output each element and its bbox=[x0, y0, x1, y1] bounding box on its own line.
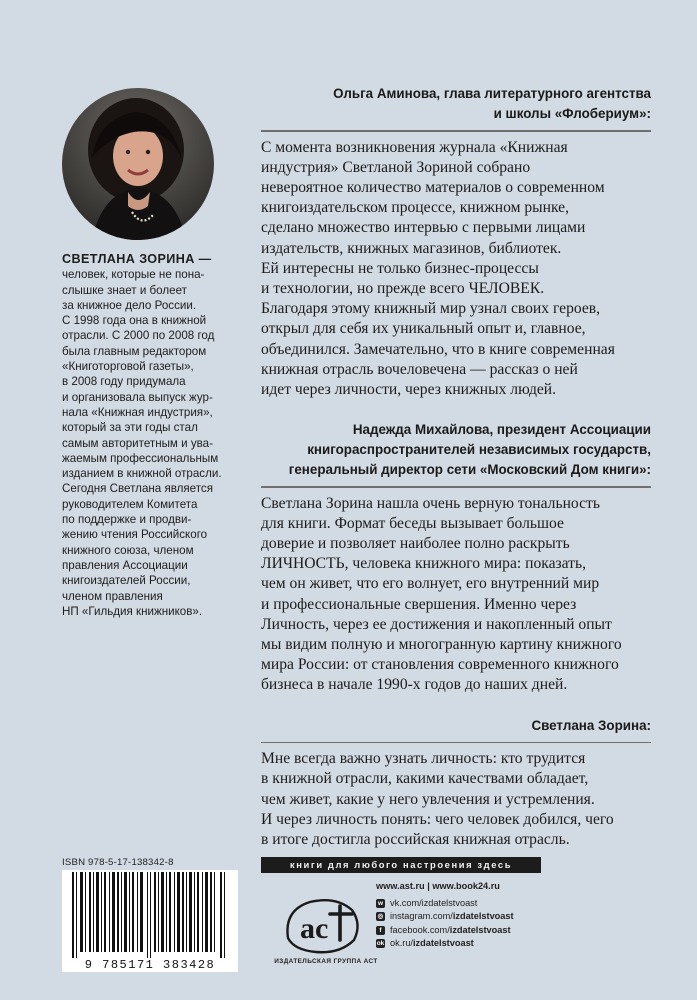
bio-line: по поддержке и продви- bbox=[62, 513, 192, 527]
bio-line: жаемым профессиональным bbox=[62, 451, 219, 465]
review-author bbox=[261, 84, 651, 124]
barcode bbox=[62, 870, 238, 972]
bio-line: человек, которые не пона- bbox=[62, 268, 205, 282]
social-link-facebook[interactable] bbox=[376, 924, 556, 938]
bio-line: изданием в книжной отрасли. bbox=[62, 467, 222, 481]
bio-line: книжного союза, членом bbox=[62, 543, 194, 557]
bio-line: руководителем Комитета bbox=[62, 497, 198, 511]
review-text bbox=[261, 749, 651, 850]
facebook-icon: f bbox=[376, 926, 385, 935]
review-author bbox=[261, 716, 651, 736]
bio-line: и организовала выпуск жур- bbox=[62, 390, 213, 404]
social-handle: izdatelstvoast bbox=[452, 911, 514, 921]
review-text bbox=[261, 138, 651, 401]
review-line: мира России: от становления современного книжного bbox=[261, 656, 619, 674]
review-author-line: Надежда Михайлова, президент Ассоциации bbox=[352, 422, 651, 438]
review-line: мы видим полную и многогранную картину книжного bbox=[261, 636, 622, 654]
review-line: в итоге достигла российская книжная отрасль. bbox=[261, 830, 570, 848]
tagline: книги для любого настроения здесь bbox=[261, 857, 541, 873]
social-link-odnoklassniki[interactable] bbox=[376, 937, 556, 951]
divider bbox=[261, 486, 651, 488]
social-link-instagram[interactable] bbox=[376, 910, 556, 924]
bio-line: правления Ассоциации bbox=[62, 558, 188, 572]
review-line: открыл для себя их уникальный опыт и, главное, bbox=[261, 320, 586, 338]
bio-line: за книжное дело России. bbox=[62, 298, 197, 312]
social-prefix: facebook.com/ bbox=[390, 924, 450, 935]
review-line: чем он живет, что его волнует, его внутренний мир bbox=[261, 575, 600, 593]
review-author-line: и школы «Флобериум»: bbox=[493, 106, 651, 121]
review-line: Ей интересны не только бизнес-процессы bbox=[261, 259, 539, 277]
bio-line: слышке знает и болеет bbox=[62, 283, 187, 297]
review-line: невероятное количество материалов о современном bbox=[261, 178, 605, 196]
review-line: ЛИЧНОСТЬ, человека книжного мира: показать, bbox=[261, 555, 587, 573]
bio-line: Сегодня Светлана является bbox=[62, 482, 213, 496]
reviews-column bbox=[261, 84, 651, 850]
bio-line: С 1998 года она в книжной bbox=[62, 314, 207, 328]
social-handle: izdatelstvoast bbox=[449, 924, 511, 935]
bio-line: жению чтения Российского bbox=[62, 528, 208, 542]
bio-line: который за эти годы стал bbox=[62, 421, 198, 435]
review-line: чем живет, какие у него увлечения и устремления. bbox=[261, 790, 595, 808]
review-line: индустрия» Светланой Зориной собрано bbox=[261, 158, 531, 176]
review-author bbox=[261, 420, 651, 480]
publisher-logo bbox=[270, 880, 380, 968]
social-handle: izdatelstvoast bbox=[421, 897, 478, 908]
review-line: С момента возникновения журнала «Книжная bbox=[261, 138, 568, 156]
isbn: ISBN 978-5-17-138342-8 bbox=[62, 857, 174, 868]
review-line: и профессиональные свершения. Именно через bbox=[261, 595, 577, 613]
divider bbox=[261, 742, 651, 744]
review-author-line: генеральный директор сети «Московский Дом книги»: bbox=[288, 462, 651, 478]
review-line: для книги. Формат беседы вызывает большое bbox=[261, 514, 564, 532]
author-name: СВЕТЛАНА ЗОРИНА — bbox=[62, 252, 212, 266]
review-line: идет через личности, через книжных людей. bbox=[261, 380, 557, 398]
publisher-caption: ИЗДАТЕЛЬСКАЯ ГРУППА АСТ bbox=[274, 958, 378, 965]
review-text bbox=[261, 494, 651, 696]
review-line: бизнеса в начале 1990-х годов до наших дней. bbox=[261, 676, 568, 694]
bio-line: книгоиздателей России, bbox=[62, 574, 191, 588]
bio-line: отрасли. С 2000 по 2008 год bbox=[62, 329, 215, 343]
bio-line: «Книготорговой газеты», bbox=[62, 360, 194, 374]
instagram-icon: ◎ bbox=[377, 913, 384, 921]
social-link-vk[interactable] bbox=[376, 897, 556, 911]
barcode-icon bbox=[62, 870, 238, 960]
divider bbox=[261, 130, 651, 132]
author-bio bbox=[62, 252, 252, 619]
ast-logo-icon bbox=[270, 880, 380, 960]
review-line: книгоиздательском процессе, книжном рынке, bbox=[261, 199, 569, 217]
websites[interactable]: www.ast.ru | www.book24.ru bbox=[376, 881, 500, 891]
review-line: Личность, через ее достижения и накопленный опыт bbox=[261, 615, 612, 633]
review-line: И через личность понять: чего человек добился, чего bbox=[261, 810, 614, 828]
review-line: объединился. Замечательно, что в книге современная bbox=[261, 340, 615, 358]
bio-line: в 2008 году придумала bbox=[62, 375, 186, 389]
review-author-line: книгораспространителей независимых государств, bbox=[307, 442, 651, 458]
review-line: и технологии, но прежде всего ЧЕЛОВЕК. bbox=[261, 279, 545, 297]
bio-line: НП «Гильдия книжников». bbox=[62, 604, 203, 618]
social-prefix: ok.ru/ bbox=[390, 938, 413, 948]
review-line: доверие и позволяет наиболее полно раскрыть bbox=[261, 535, 570, 553]
bio-line: самым авторитетным и ува- bbox=[62, 436, 213, 450]
logo-text: ac bbox=[300, 912, 329, 945]
review-line: сделано множество интервью с первыми лицами bbox=[261, 219, 586, 237]
publisher-links bbox=[376, 880, 556, 951]
bio-line: нала «Книжная индустрия», bbox=[62, 405, 213, 419]
bio-line: членом правления bbox=[62, 589, 163, 603]
bio-line: была главным редактором bbox=[62, 344, 207, 358]
odnoklassniki-icon: ok bbox=[376, 940, 385, 948]
barcode-digits: 9 785171 383428 bbox=[62, 958, 238, 972]
author-portrait bbox=[62, 88, 214, 240]
review-line: Светлана Зорина нашла очень верную тональность bbox=[261, 494, 600, 512]
review-line: Благодаря этому книжный мир узнал своих героев, bbox=[261, 300, 601, 318]
review-line: в книжной отрасли, какими качествами обладает, bbox=[261, 770, 589, 788]
social-prefix: vk.com/ bbox=[390, 897, 422, 908]
review-author-line: Ольга Аминова, глава литературного агентства bbox=[333, 86, 651, 101]
review-line: издательств, книжных магазинов, библиотек. bbox=[261, 239, 562, 257]
review-line: Мне всегда важно узнать личность: кто трудится bbox=[261, 750, 586, 768]
review-line: книжная отрасль вочеловечена — рассказ о ней bbox=[261, 360, 578, 378]
review-author-line: Светлана Зорина: bbox=[531, 717, 651, 733]
social-handle: izdatelstvoast bbox=[412, 938, 474, 948]
social-prefix: instagram.com/ bbox=[390, 911, 453, 921]
vk-icon: w bbox=[377, 899, 384, 907]
